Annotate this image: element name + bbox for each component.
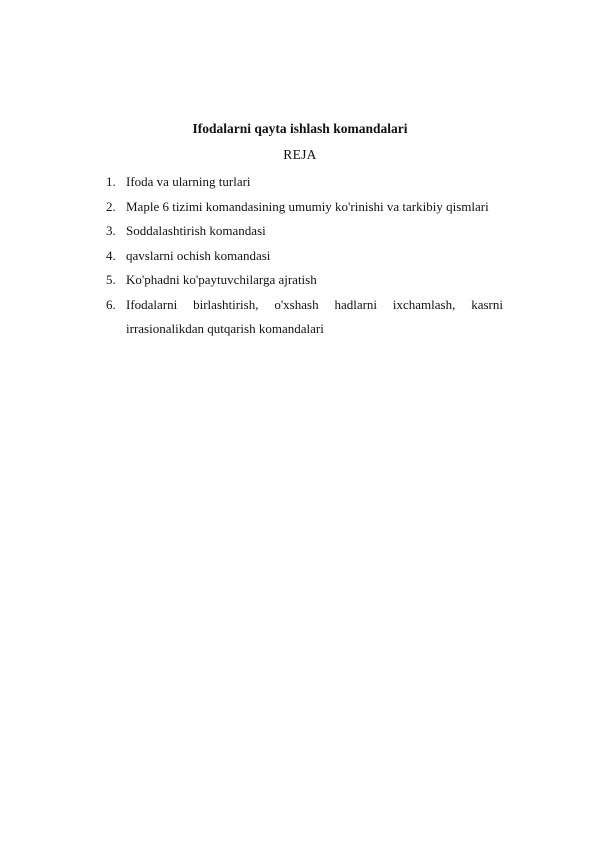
plan-item-text: Ifoda va ularning turlari [126,174,251,189]
document-title: Ifodalarni qayta ishlash komandalari [192,121,408,136]
plan-item-number: 5. [106,272,116,287]
plan-item-text: Soddalashtirish komandasi [126,223,266,238]
plan-heading: REJA [283,147,317,162]
plan-item-text: Ifodalarni birlashtirish, o'xshash hadlarni ixchamlash, kasrni irrasionalikdan qutqarish komandalari [126,296,503,336]
plan-list [106,170,503,342]
plan-item-1 [106,170,503,195]
plan-item-number: 4. [106,247,116,263]
plan-item-text: qavslarni ochish komandasi [126,247,271,263]
plan-item-5 [106,268,503,293]
plan-item-6 [106,293,503,342]
plan-item-2 [106,195,503,220]
plan-item-text: Maple 6 tizimi komandasining umumiy ko'rinishi va tarkibiy qismlari [126,198,489,214]
plan-item-number: 1. [106,174,116,189]
plan-item-4 [106,244,503,269]
plan-item-text: Ko'phadni ko'paytuvchilarga ajratish [126,272,317,287]
plan-item-number: 2. [106,198,116,214]
plan-item-number: 6. [106,296,116,312]
plan-item-number: 3. [106,223,116,238]
plan-item-3 [106,219,503,244]
